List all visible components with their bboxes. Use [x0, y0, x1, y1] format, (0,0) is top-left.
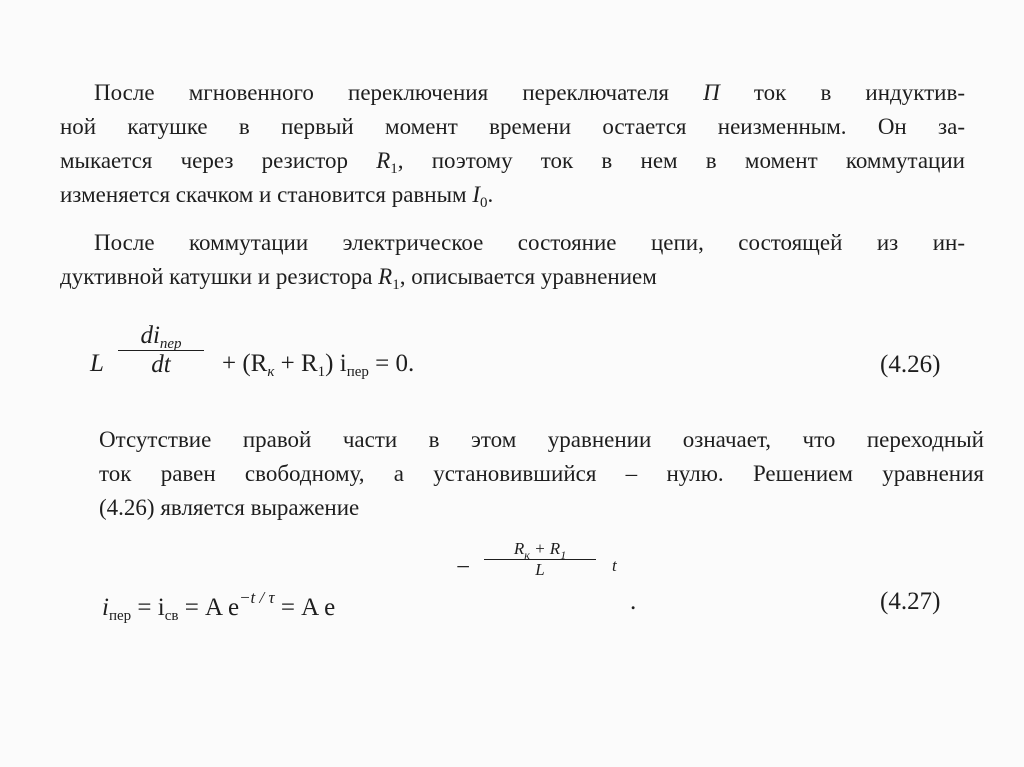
- text: , описывается уравнением: [399, 264, 657, 289]
- subscript: 1: [317, 364, 326, 380]
- inductance-symbol: L: [90, 350, 104, 377]
- equation-2-main: [102, 588, 335, 622]
- switch-symbol: П: [703, 80, 720, 105]
- paragraph-1: [60, 76, 965, 212]
- exponent: −t / τ: [239, 588, 275, 607]
- text: ток в индуктив-: [719, 80, 965, 105]
- text: изменяется скачком и становится равным: [60, 182, 473, 207]
- text: После мгновенного переключения переключателя: [94, 80, 704, 105]
- text: дуктивной катушки и резистора: [60, 264, 379, 289]
- text: = A e: [178, 594, 240, 621]
- text: ) i: [325, 350, 347, 377]
- subscript: 0: [480, 195, 488, 211]
- subscript: к: [267, 364, 275, 380]
- text: + R: [274, 350, 318, 377]
- exponent-minus: −: [456, 554, 471, 581]
- paragraph-3-line-1: Отсутствие правой части в этом уравнении означает, что переходный: [99, 427, 984, 452]
- subscript: 1: [560, 548, 567, 562]
- subscript: пер: [346, 364, 369, 380]
- subscript: пер: [108, 608, 132, 624]
- derivative-fraction: [118, 322, 204, 379]
- subscript: 1: [392, 277, 400, 293]
- subscript: 1: [390, 161, 398, 177]
- text: R: [513, 539, 525, 558]
- text: + (R: [222, 350, 268, 377]
- text: di: [140, 322, 160, 349]
- subscript: св: [164, 608, 179, 624]
- text: + R: [529, 539, 561, 558]
- equation-number-4-27: (4.27): [880, 588, 941, 615]
- exponent-t: t: [612, 556, 617, 575]
- paragraph-1-line-3: [60, 144, 965, 178]
- paragraph-1-line-4: [60, 178, 965, 212]
- fraction-denominator: L: [535, 560, 545, 579]
- text: мыкается через резистор: [60, 148, 377, 173]
- equation-number-4-26: (4.26): [880, 351, 941, 378]
- paragraph-3: [99, 423, 984, 525]
- paragraph-1-line-2: ной катушке в первый момент времени остается неизменным. Он за-: [60, 114, 965, 139]
- text: .: [630, 588, 637, 615]
- resistor-symbol: R: [378, 264, 393, 289]
- paragraph-2-line-2: [60, 260, 965, 294]
- fraction-denominator: dt: [151, 351, 171, 378]
- current-symbol: i: [102, 594, 109, 621]
- resistor-symbol: R: [376, 148, 391, 173]
- text: .: [487, 182, 494, 207]
- paragraph-3-line-3: (4.26) является выражение: [99, 495, 360, 520]
- paragraph-2-line-1: После коммутации электрическое состояние цепи, состоящей из ин-: [94, 230, 965, 255]
- current-symbol: I: [472, 182, 481, 207]
- equation-1-rest: [222, 350, 414, 378]
- subscript: пер: [159, 336, 182, 352]
- subscript: к: [524, 548, 530, 562]
- text: , поэтому ток в нем в момент коммутации: [397, 148, 965, 173]
- paragraph-1-line-1: [60, 76, 965, 110]
- text: = A e: [274, 594, 336, 621]
- paragraph-3-line-2: ток равен свободному, а установившийся – нулю. Решением уравнения: [99, 461, 984, 486]
- fraction-numerator: [484, 539, 596, 562]
- paragraph-2: [60, 226, 965, 294]
- text: = i: [131, 594, 165, 621]
- text: = 0.: [368, 350, 415, 377]
- fraction-numerator: [118, 322, 204, 350]
- exponent-fraction: [484, 539, 596, 580]
